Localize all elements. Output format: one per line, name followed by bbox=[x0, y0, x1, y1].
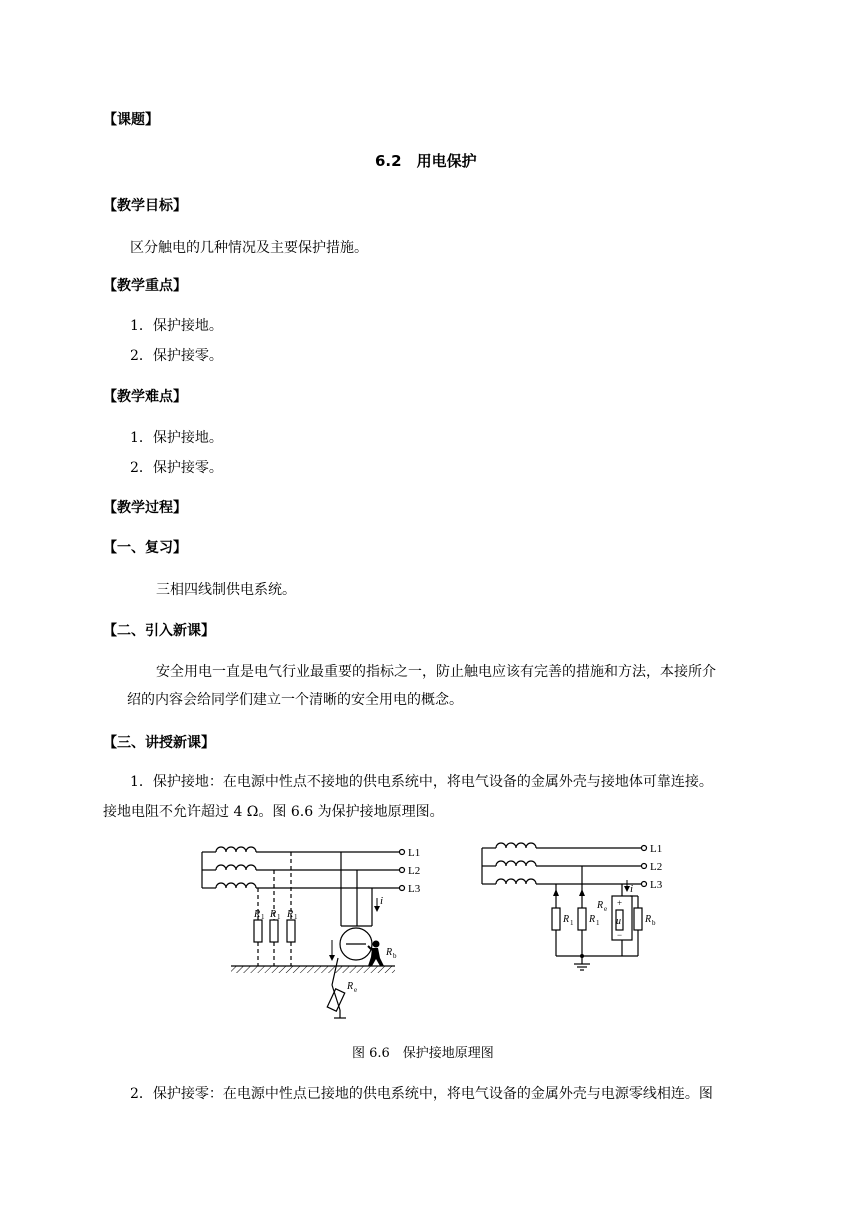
teach-p1-line-2: 接地电阻不允许超过 4 Ω。图 6.6 为保护接地原理图。 bbox=[103, 804, 444, 820]
label-r1-c-sub: 1 bbox=[294, 913, 298, 921]
difficult-item-1: 1．保护接地。 bbox=[130, 430, 223, 446]
goal-text: 区分触电的几种情况及主要保护措施。 bbox=[130, 240, 368, 256]
key-item-2: 2．保护接零。 bbox=[130, 348, 223, 364]
figure-caption: 图 6.6 保护接地原理图 bbox=[352, 1046, 494, 1061]
label-r1-d-sub: 1 bbox=[570, 919, 574, 927]
heading-difficult: 【教学难点】 bbox=[103, 389, 187, 405]
intro-line-2: 绍的内容会给同学们建立一个清晰的安全用电的概念。 bbox=[127, 692, 463, 708]
label-l1-right: L1 bbox=[650, 843, 663, 855]
heading-intro: 【二、引入新课】 bbox=[103, 623, 215, 639]
heading-review: 【一、复习】 bbox=[103, 540, 187, 556]
label-re-right-sub: e bbox=[604, 905, 608, 913]
label-r1-a-sub: 1 bbox=[261, 913, 265, 921]
review-text: 三相四线制供电系统。 bbox=[156, 582, 296, 598]
person-figure bbox=[368, 941, 384, 967]
heading-process: 【教学过程】 bbox=[103, 500, 187, 516]
heading-key: 【教学重点】 bbox=[103, 278, 187, 294]
label-r1-b-sub: 1 bbox=[277, 913, 281, 921]
label-l3-right: L3 bbox=[650, 879, 663, 891]
difficult-item-2: 2．保护接零。 bbox=[130, 460, 223, 476]
label-l1: L1 bbox=[408, 847, 421, 859]
label-l3: L3 bbox=[408, 883, 421, 895]
teach-p2-line-1: 2．保护接零：在电源中性点已接地的供电系统中，将电气设备的金属外壳与电源零线相连。图 bbox=[130, 1086, 713, 1102]
label-l2-right: L2 bbox=[650, 861, 663, 873]
heading-topic: 【课题】 bbox=[103, 112, 159, 128]
label-minus: − bbox=[617, 930, 623, 940]
label-l2: L2 bbox=[408, 865, 421, 877]
label-re-left-sub: e bbox=[354, 986, 358, 994]
key-item-1: 1．保护接地。 bbox=[130, 318, 223, 334]
label-re-right: R bbox=[597, 900, 604, 911]
label-current-right: i bbox=[630, 883, 634, 895]
intro-line-1: 安全用电一直是电气行业最重要的指标之一，防止触电应该有完善的措施和方法，本接所介 bbox=[156, 664, 716, 680]
label-r1-e-sub: 1 bbox=[596, 919, 600, 927]
page-title: 6.2 用电保护 bbox=[375, 152, 477, 170]
teach-p1-line-1: 1．保护接地：在电源中性点不接地的供电系统中，将电气设备的金属外壳与接地体可靠连接。 bbox=[130, 774, 713, 790]
label-rb-right-sub: b bbox=[652, 919, 656, 927]
label-rb-right: R bbox=[645, 914, 652, 925]
label-current-left: i bbox=[380, 895, 384, 907]
label-voltage: u bbox=[616, 916, 621, 927]
left-circuit bbox=[202, 847, 405, 1018]
label-r1-a: R bbox=[254, 909, 261, 920]
label-plus: + bbox=[617, 898, 623, 908]
label-r1-b: R bbox=[270, 909, 277, 920]
label-r1-d: R bbox=[563, 914, 570, 925]
label-r1-e: R bbox=[589, 914, 596, 925]
label-r1-c: R bbox=[287, 909, 294, 920]
heading-teach: 【三、讲授新课】 bbox=[103, 735, 215, 751]
label-rb-left: R bbox=[386, 947, 393, 958]
label-re-left: R bbox=[347, 981, 354, 992]
label-rb-left-sub: b bbox=[393, 952, 397, 960]
heading-goal: 【教学目标】 bbox=[103, 198, 187, 214]
